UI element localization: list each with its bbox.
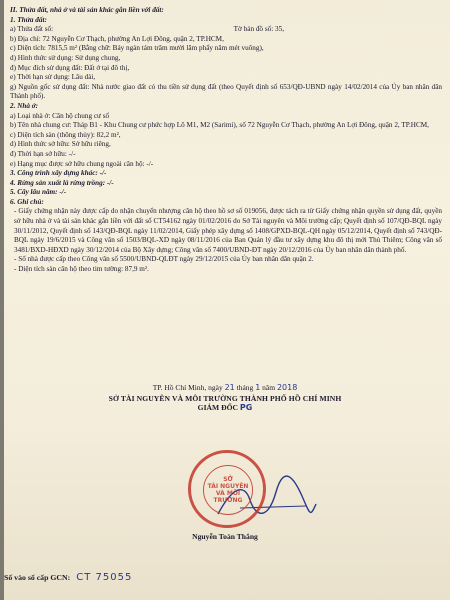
register-number [4,572,132,583]
seal-line-3: VÀ MÔI TRƯỜNG [213,490,243,504]
land-use-form: d) Hình thức sử dụng: Sử dụng chung, [10,53,121,62]
seal-line-1: SỞ [223,476,233,483]
issue-date: TP. Hồ Chí Minh, ngày 21 tháng 1 năm 2018 [152,383,298,392]
signature-block [0,383,450,412]
production-forest: 4. Rừng sản xuất là rừng trồng: -/- [10,178,114,187]
land-use-term: e) Thời hạn sử dụng: Lâu dài, [10,73,96,82]
land-lot-row [10,25,444,35]
land-area: c) Diện tích: 7815,5 m² (Bằng chữ: Bảy ngàn tám trăm mười lăm phẩy năm mét vuông), [10,44,264,53]
note-item-wall-area: - Diện tích sàn căn hộ theo tim tường: 87,9 m². [14,265,149,274]
land-origin: g) Nguồn gốc sử dụng đất: Nhà nước giao đất có thu tiền sử dụng đất (theo Quyết định số 653/QĐ-UBND ngày 14/02/2014 của Ủy ban nhân dân Thành phố). [10,82,442,101]
seal-line-2: TÀI NGUYÊN [207,483,249,490]
land-map-sheet: Tờ bản đồ số: 35, [233,25,284,34]
handwritten-initials: PG [239,403,253,412]
land-heading: 1. Thửa đất: [10,15,47,24]
house-common-items: e) Hạng mục được sở hữu chung ngoài căn hộ: -/- [10,159,154,168]
notes-heading: 6. Ghi chú: [10,197,44,206]
perennial-trees: 5. Cây lâu năm: -/- [10,188,67,197]
issue-day: 21 [224,383,235,392]
register-label: Số vào sổ cấp GCN: [4,573,71,582]
section-title: II. Thửa đất, nhà ở và tài sản khác gắn liền với đất: [10,6,164,14]
land-use-purpose: đ) Mục đích sử dụng đất: Đất ở tại đô thị, [10,63,130,72]
house-ownership-form: d) Hình thức sở hữu: Sở hữu riêng, [10,140,111,149]
house-ownership-term: đ) Thời hạn sở hữu: -/- [10,149,76,158]
issue-month: 1 [255,383,261,392]
issuing-authority: SỞ TÀI NGUYÊN VÀ MÔI TRƯỜNG THÀNH PHỐ HỒ CHÍ MINH [108,394,342,403]
official-seal [188,450,266,528]
house-floor-area: c) Diện tích sàn (thông thủy): 82,2 m², [10,130,121,139]
house-heading: 2. Nhà ở: [10,101,39,110]
other-construction: 3. Công trình xây dựng khác: -/- [10,169,107,178]
note-item-transfer: - Giấy chứng nhận này được cấp do nhận chuyển nhượng căn hộ theo hồ sơ số 019056, được tách ra từ Giấy chứng nhận quyền sử dụng đất, quyền sở hữu nhà ở và tài sản khác gắn liền với đất số CT54162 ngày 01/02/2016 do Sở Tài nguyên và Môi trường cấp; Quyết định số 107/QĐ-BQL ngày 30/11/2012, Quyết định số 143/QĐ-BQL ngày 11/02/2014, Giấy phép xây dựng số 1408/GPXD-BQL-QH ngày 05/12/2014, Quyết định số 743/QĐ-BQL ngày 19/6/2015 và Công văn số 1503/BQL-XD ngày 08/11/2016 của Ban Quản lý đầu tư xây dựng khu đô thị mới Thủ Thiêm; Công văn số 3481/BXD-HĐXD ngày 30/12/2014 của Bộ Xây dựng; Công văn số 7400/UBND-ĐT ngày 20/12/2016 của Ủy ban nhân dân thành phố. [14,207,442,254]
house-project-name: b) Tên nhà chung cư: Tháp B1 - Khu Chung cư phức hợp Lô M1, M2 (Sarimi), số 72 Nguyễn Cơ Thạch, phường An Lợi Đông, quận 2, TP.HCM, [10,121,429,130]
house-type: a) Loại nhà ở: Căn hộ chung cư số [10,111,110,120]
issue-year: 2018 [276,383,298,392]
signer-title: GIÁM ĐỐC PG [197,403,253,412]
land-address: b) Địa chỉ: 72 Nguyễn Cơ Thạch, phường An Lợi Đông, quận 2, TP.HCM, [10,34,224,43]
note-item-house-book: - Sổ nhà được cấp theo Công văn số 5500/UBND-QLĐT ngày 29/12/2015 của Ủy ban nhân dân quận 2. [14,255,314,264]
signer-name: Nguyễn Toàn Thắng [192,532,258,541]
register-value: CT 75055 [76,572,133,583]
land-lot-number: a) Thửa đất số: [10,25,54,34]
